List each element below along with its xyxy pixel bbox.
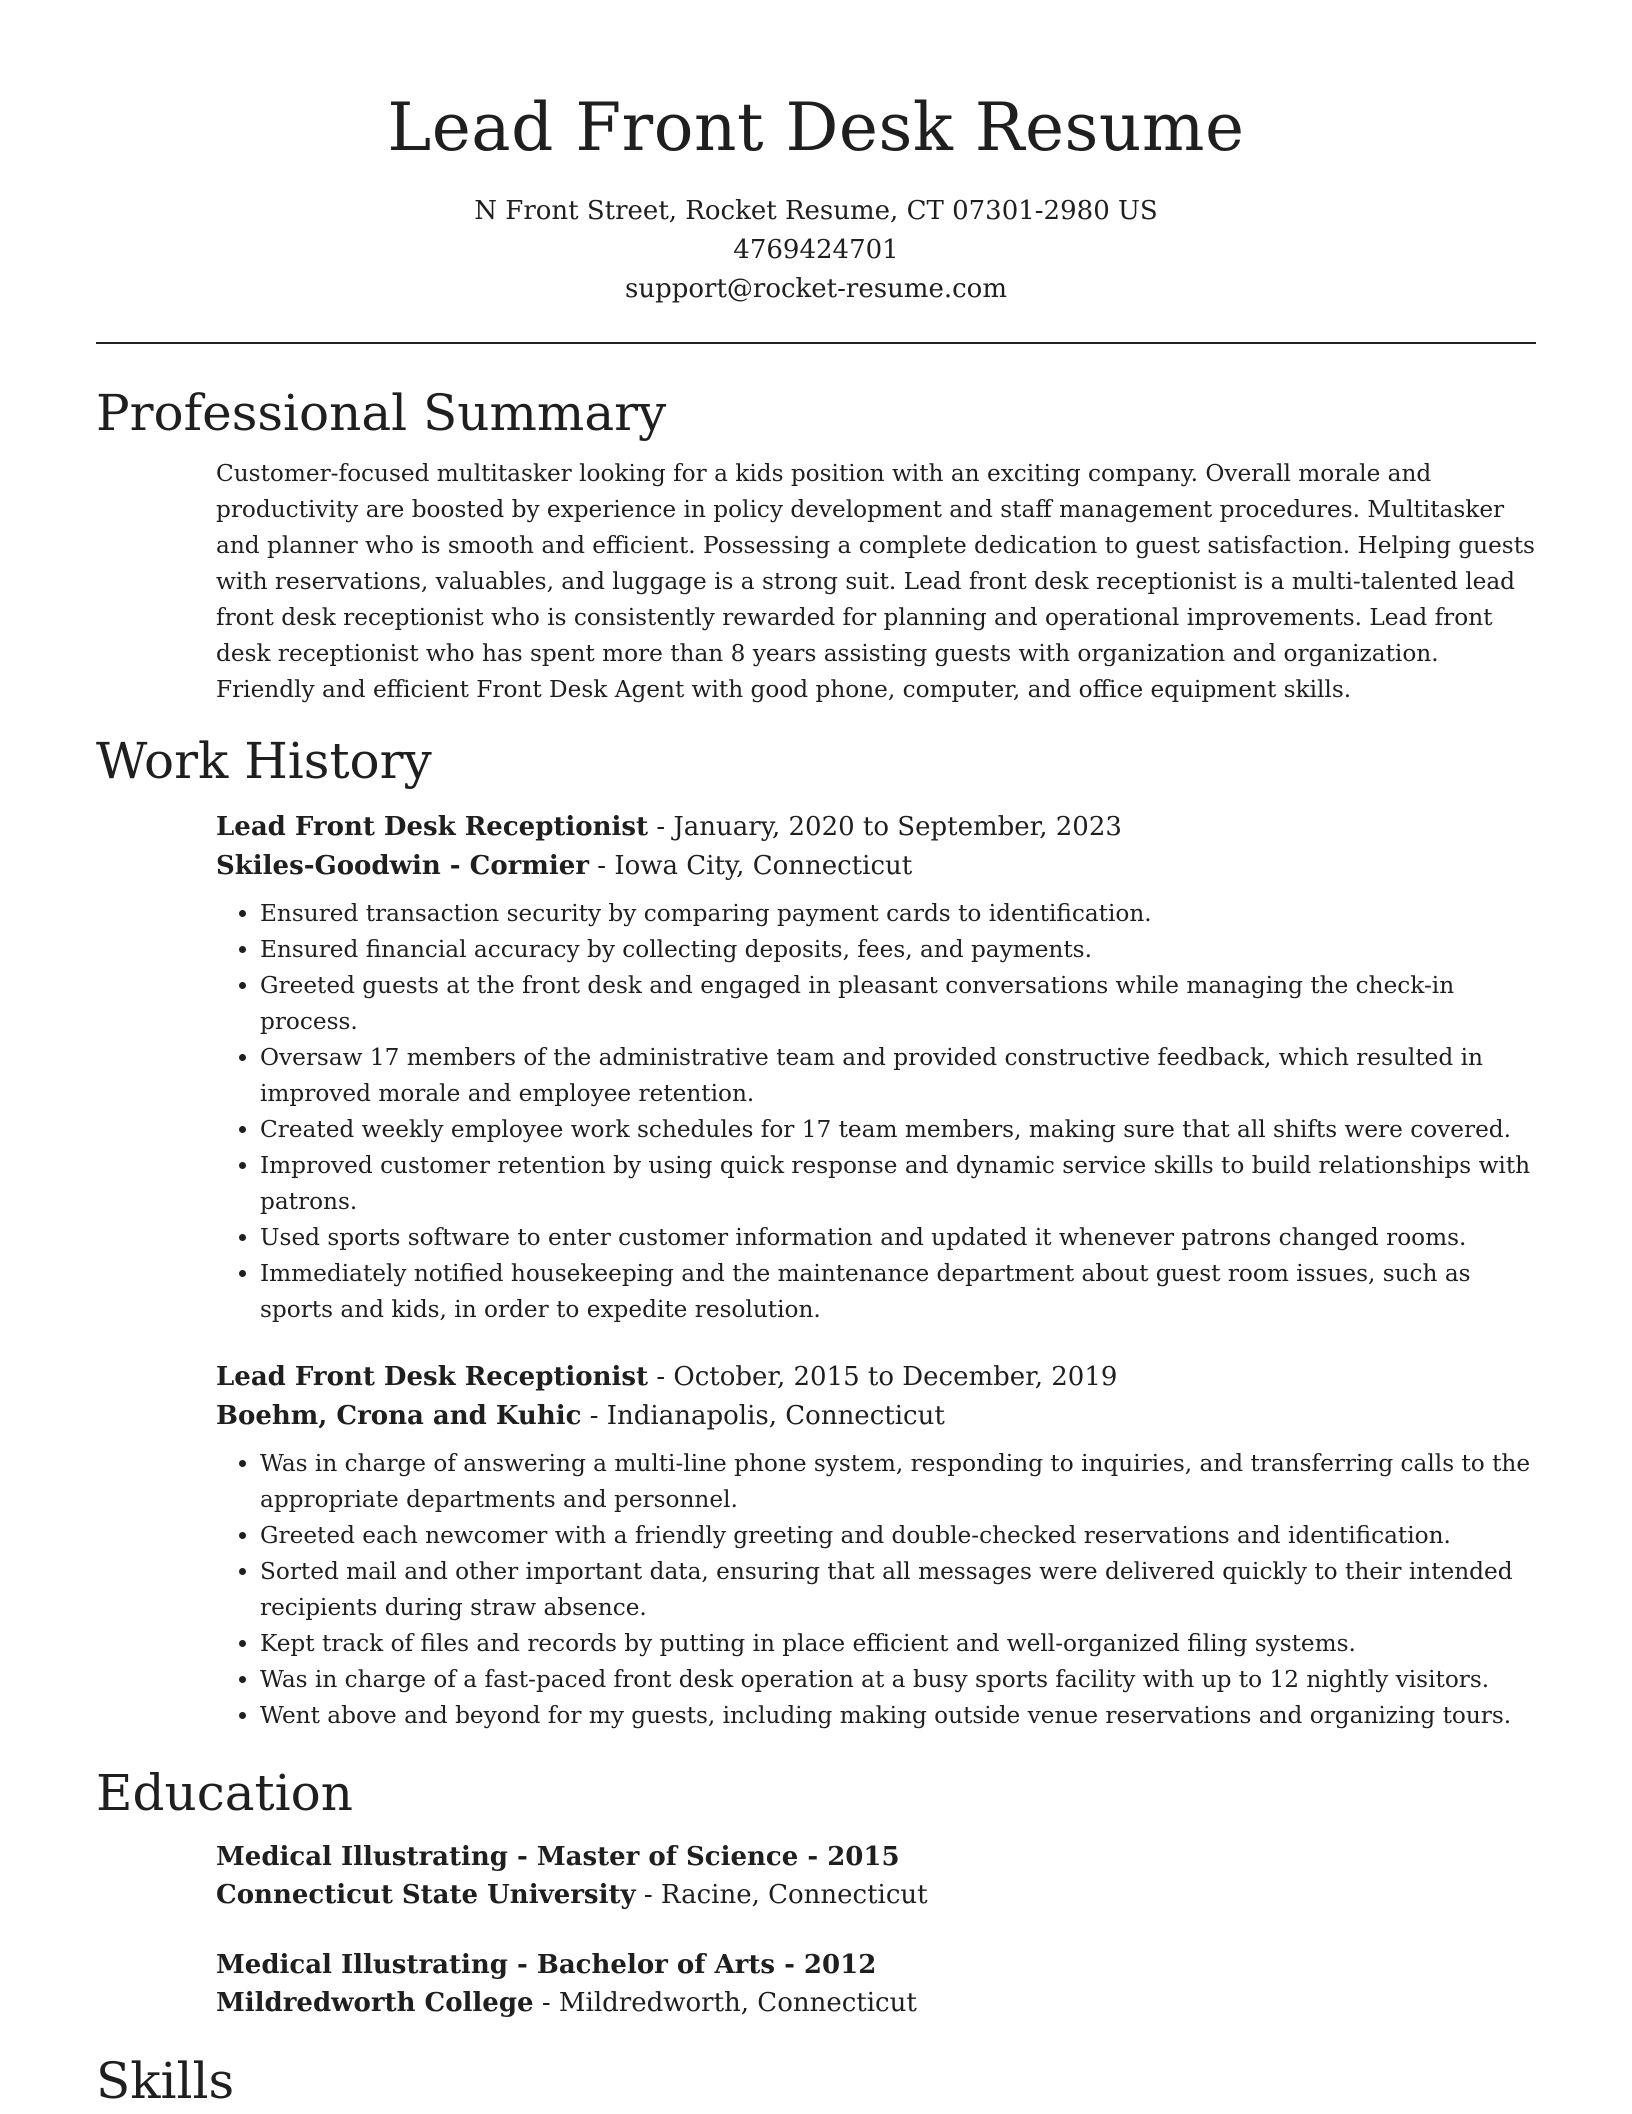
- phone: 4769424701: [733, 235, 899, 265]
- job-company: Skiles-Goodwin - Cormier: [216, 851, 590, 881]
- header-divider: [96, 342, 1536, 344]
- education-school: Connecticut State University: [216, 1880, 636, 1910]
- job-role: Lead Front Desk Receptionist: [216, 812, 649, 842]
- summary-section: [96, 380, 1536, 708]
- education-entry: [216, 1838, 1536, 1914]
- contact-info: [0, 192, 1632, 309]
- job-dates: - January, 2020 to September, 2023: [648, 812, 1122, 842]
- job-bullets: [216, 1446, 1536, 1734]
- list-item: • Used sports software to enter customer information and updated it whenever patrons changed rooms.: [260, 1220, 1536, 1256]
- list-item: • Created weekly employee work schedules for 17 team members, making sure that all shifts were covered.: [260, 1112, 1536, 1148]
- resume-header: [0, 0, 1632, 309]
- list-item: • Was in charge of a fast-paced front desk operation at a busy sports facility with up to 12 nightly visitors.: [260, 1662, 1536, 1698]
- job-location: - Iowa City, Connecticut: [589, 851, 913, 881]
- job-entry: [216, 808, 1536, 1328]
- skills-section: [96, 2048, 1536, 2114]
- list-item: • Improved customer retention by using quick response and dynamic service skills to build relationships with patrons.: [260, 1148, 1536, 1220]
- list-item: • Kept track of files and records by putting in place efficient and well-organized filing systems.: [260, 1626, 1536, 1662]
- list-item: • Greeted guests at the front desk and engaged in pleasant conversations while managing the check-in process.: [260, 968, 1536, 1040]
- education-school-line: [216, 1876, 1536, 1914]
- job-title-line: [216, 808, 1536, 847]
- education-entry: [216, 1946, 1536, 2022]
- summary-heading: Professional Summary: [96, 384, 667, 442]
- education-location: - Racine, Connecticut: [635, 1880, 928, 1910]
- job-location: - Indianapolis, Connecticut: [581, 1401, 945, 1431]
- job-company: Boehm, Crona and Kuhic: [216, 1401, 582, 1431]
- resume-content: [96, 380, 1536, 2114]
- work-history-section: [96, 728, 1536, 1734]
- summary-text: Customer-focused multitasker looking for a kids position with an exciting company. Overall morale and productivity are boosted by experience in policy development and staff management procedures. Multitasker and planner who is smooth and efficient. Possessing a complete dedication to guest satisfaction. Helping guests with reservations, valuables, and luggage is a strong suit. Lead front desk receptionist is a multi-talented lead front desk receptionist who is consistently rewarded for planning and operational improvements. Lead front desk receptionist who has spent more than 8 years assisting guests with organization and organization. Friendly and efficient Front Desk Agent with good phone, computer, and office equipment skills.: [216, 460, 1535, 703]
- skills-heading: Skills: [96, 2052, 235, 2110]
- resume-title: Lead Front Desk Resume: [387, 89, 1245, 166]
- education-degree: Medical Illustrating - Master of Science - 2015: [216, 1842, 900, 1872]
- job-company-line: [216, 847, 1536, 886]
- job-company-line: [216, 1397, 1536, 1436]
- email: support@rocket-resume.com: [624, 274, 1007, 304]
- education-degree: Medical Illustrating - Bachelor of Arts - 2012: [216, 1950, 877, 1980]
- work-history-heading: Work History: [96, 732, 432, 790]
- list-item: • Greeted each newcomer with a friendly greeting and double-checked reservations and identification.: [260, 1518, 1536, 1554]
- education-location: - Mildredworth, Connecticut: [533, 1988, 917, 2018]
- list-item: • Oversaw 17 members of the administrative team and provided constructive feedback, which resulted in improved morale and employee retention.: [260, 1040, 1536, 1112]
- job-title-line: [216, 1358, 1536, 1397]
- list-item: • Went above and beyond for my guests, including making outside venue reservations and organizing tours.: [260, 1698, 1536, 1734]
- list-item: • Immediately notified housekeeping and the maintenance department about guest room issues, such as sports and kids, in order to expedite resolution.: [260, 1256, 1536, 1328]
- list-item: • Was in charge of answering a multi-line phone system, responding to inquiries, and transferring calls to the appropriate departments and personnel.: [260, 1446, 1536, 1518]
- job-bullets: [216, 896, 1536, 1328]
- job-dates: - October, 2015 to December, 2019: [648, 1362, 1118, 1392]
- job-role: Lead Front Desk Receptionist: [216, 1362, 649, 1392]
- education-heading: Education: [96, 1764, 353, 1822]
- education-school-line: [216, 1984, 1536, 2022]
- address: N Front Street, Rocket Resume, CT 07301-2980 US: [474, 196, 1158, 226]
- list-item: • Ensured financial accuracy by collecting deposits, fees, and payments.: [260, 932, 1536, 968]
- list-item: • Sorted mail and other important data, ensuring that all messages were delivered quickly to their intended recipients during straw absence.: [260, 1554, 1536, 1626]
- education-section: [96, 1760, 1536, 2022]
- list-item: • Ensured transaction security by comparing payment cards to identification.: [260, 896, 1536, 932]
- job-entry: [216, 1358, 1536, 1734]
- education-school: Mildredworth College: [216, 1988, 534, 2018]
